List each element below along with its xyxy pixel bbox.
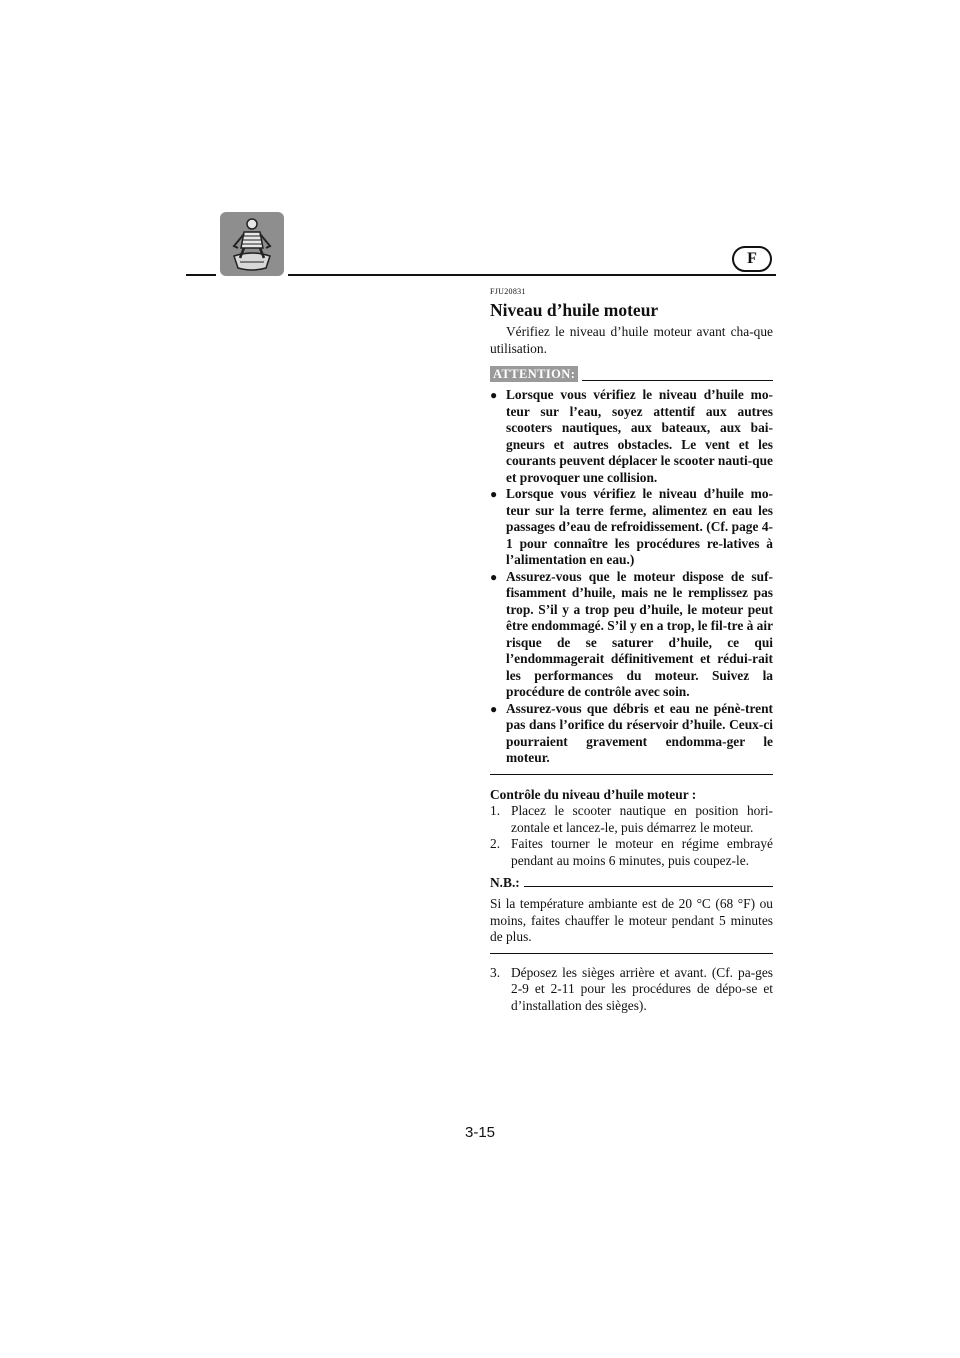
- section-title: Niveau d’huile moteur: [490, 300, 659, 320]
- bullet-icon: ●: [490, 701, 498, 716]
- note-rule: [524, 886, 773, 887]
- bullet-icon: ●: [490, 487, 498, 501]
- attention-header: [490, 366, 773, 382]
- attention-end-rule: [490, 774, 773, 775]
- language-badge: F: [732, 246, 772, 272]
- attention-label: ATTENTION:: [490, 366, 578, 382]
- header-rule-left: [186, 274, 216, 276]
- content-column: [490, 287, 773, 1014]
- attention-rule: [582, 380, 773, 381]
- attention-list: [490, 387, 773, 767]
- procedure-steps-continued: [490, 965, 773, 1015]
- bullet-icon: ●: [490, 569, 498, 584]
- procedure-step: 3. Déposez les sièges arrière et avant. (Cf. pa-ges 2-9 et 2-11 pour les procédures de dépo-se et d’installation des sièges).: [490, 964, 773, 1013]
- procedure-title: Contrôle du niveau d’huile moteur :: [490, 786, 697, 802]
- personal-watercraft-rider-icon: [220, 212, 284, 276]
- procedure-step: 2. Faites tourner le moteur en régime embrayé pendant au moins 6 minutes, puis coupez-le.: [490, 836, 773, 868]
- attention-item: ● Assurez-vous que débris et eau ne pénè-trent pas dans l’orifice du réservoir d’huile. Ceux-ci pourraient gravement endomma-ger le moteur.: [490, 700, 773, 765]
- attention-item: ● Assurez-vous que le moteur dispose de suf-fisamment d’huile, mais ne le remplissez pas trop. S’il y a trop peu d’huile, le moteur peut être endommagé. S’il y en a trop, le fil-tre à air risque de se saturer d’huile, ce qui l’endommagerait définitivement et rédui-rait les performances du moteur. Suivez la procédure de contrôle avec soin.: [490, 568, 774, 699]
- note-text: Si la température ambiante est de 20 °C (68 °F) ou moins, faites chauffer le moteur pendant 5 minutes de plus.: [490, 896, 773, 944]
- section-ref-code: FJU20831: [490, 287, 526, 296]
- procedure-step: 1. Placez le scooter nautique en position hori-zontale et lancez-le, puis démarrez le moteur.: [490, 803, 773, 835]
- note-header: [490, 875, 773, 891]
- bullet-icon: ●: [490, 388, 498, 402]
- page-number: 3-15: [464, 1124, 496, 1141]
- procedure-steps: [490, 803, 773, 869]
- note-end-rule: [490, 953, 773, 954]
- attention-item: ● Lorsque vous vérifiez le niveau d’huile mo-teur sur la terre ferme, alimentez en eau les passages d’eau de refroidissement. (Cf. page 4-1 pour connaître les procédures re-latives à l’alimentation en eau.): [490, 486, 773, 567]
- header-rule-right: [288, 274, 776, 276]
- attention-item: ● Lorsque vous vérifiez le niveau d’huile mo-teur sur l’eau, soyez attentif aux autres scooters nautiques, aux bateaux, aux bai-gneurs et autres obstacles. Le vent et les courants peuvent déplacer le scooter nauti-que et provoquer une collision.: [490, 387, 773, 485]
- note-label: N.B.:: [490, 875, 520, 890]
- section-intro: Vérifiez le niveau d’huile moteur avant cha-que utilisation.: [490, 324, 773, 356]
